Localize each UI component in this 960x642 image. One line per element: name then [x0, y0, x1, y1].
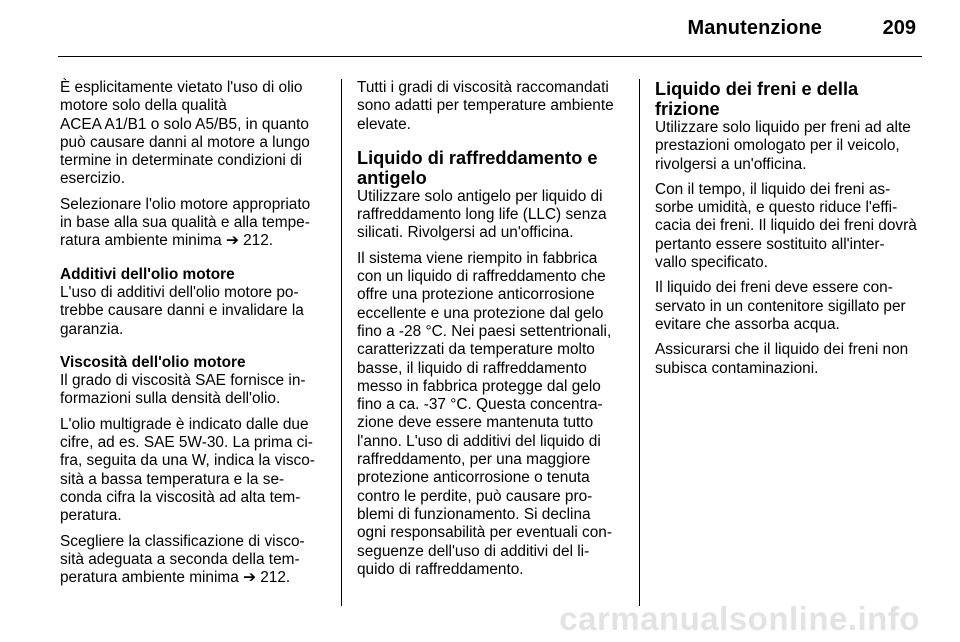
text-line: conda cifra la viscosità ad alta tem- [60, 488, 301, 506]
text-line: Assicurarsi che il liquido dei freni non [655, 341, 909, 359]
text-line: vallo specificato. [655, 254, 768, 272]
brake-fluid-paragraph-3 [655, 279, 923, 334]
text-line: esercizio. [60, 170, 126, 188]
text-line: formazioni sulla densità dell'olio. [60, 390, 281, 408]
text-line: antigelo [357, 167, 427, 188]
text-line: sità adeguata a seconda della tem- [60, 550, 300, 568]
text-line: raffreddamento long life (LLC) senza [357, 206, 607, 224]
text-line: È esplicitamente vietato l'uso di olio [60, 79, 303, 96]
text-line: può causare danni al motore a lungo [60, 133, 310, 151]
text-line: quido di raffreddamento. [357, 560, 524, 578]
text-line: evitare che assorba acqua. [655, 315, 840, 333]
viscosity-grades-paragraph [357, 79, 625, 134]
text-line: L'olio multigrade è indicato dalle due [60, 415, 309, 433]
column-divider-1 [341, 79, 342, 606]
brake-fluid-paragraph-4 [655, 341, 923, 378]
text-line: rivolgersi a un'officina. [655, 155, 807, 173]
text-line: ratura ambiente minima ➔ 212. [60, 232, 274, 250]
viscosita-heading: Viscosità dell'olio motore [60, 353, 246, 371]
column-3 [655, 79, 923, 385]
text-line: fino a ca. -37 °C. Questa concentra- [357, 396, 603, 414]
text-line: in base alla sua qualità e alla tempe- [60, 214, 310, 232]
text-line: garanzia. [60, 320, 124, 338]
text-line: termine in determinate condizioni di [60, 152, 303, 170]
header-divider [58, 56, 922, 57]
text-line: contro le perdite, può causare pro- [357, 487, 593, 505]
text-line: cifre, ad es. SAE 5W-30. La prima ci- [60, 434, 313, 452]
text-line: peratura ambiente minima ➔ 212. [60, 569, 291, 587]
viscosita-paragraph-2 [60, 416, 328, 526]
coolant-paragraph-1 [357, 188, 625, 243]
viscosita-paragraph-1 [60, 372, 328, 409]
coolant-section-heading [357, 148, 625, 188]
text-line: Il sistema viene riempito in fabbrica [357, 249, 598, 267]
column-1 [60, 79, 328, 594]
text-line: prestazioni omologato per il veicolo, [655, 137, 900, 155]
text-line: Utilizzare solo liquido per freni ad alte [655, 119, 911, 136]
text-line: zione deve essere mantenuta tutto [357, 414, 594, 432]
text-line: Liquido di raffreddamento e [357, 147, 598, 168]
text-line: fino a -28 °C. Nei paesi settentrionali, [357, 322, 612, 340]
text-line: peratura. [60, 507, 122, 525]
engine-oil-restriction-paragraph [60, 79, 328, 189]
text-line: Scegliere la classificazione di visco- [60, 532, 305, 550]
text-line: eccellente e una protezione dal gelo [357, 304, 604, 322]
text-line: pertanto essere sostituito all'inter- [655, 235, 885, 253]
brake-fluid-paragraph-1 [655, 119, 923, 174]
text-line: silicati. Rivolgersi ad un'officina. [357, 224, 574, 242]
brake-fluid-section-heading: Liquido dei freni e della frizione [655, 79, 859, 119]
text-line: Tutti i gradi di viscosità raccomandati [357, 79, 609, 96]
text-line: Utilizzare solo antigelo per liquido di [357, 187, 603, 205]
additivi-paragraph [60, 284, 328, 339]
text-line: l'anno. L'uso di additivi del liquido di [357, 432, 601, 450]
brake-fluid-paragraph-2 [655, 181, 923, 272]
text-line: caratterizzati da temperature molto [357, 341, 595, 359]
text-line: sorbe umidità, e questo riduce l'effi- [655, 199, 898, 217]
text-line: servato in un contenitore sigillato per [655, 297, 906, 315]
text-line: trebbe causare danni e invalidare la [60, 302, 304, 320]
text-line: ogni responsabilità per eventuali con- [357, 524, 612, 542]
text-line: L'uso di additivi dell'olio motore po- [60, 283, 299, 301]
text-line: sità a bassa temperatura e la se- [60, 470, 285, 488]
text-line: seguenze dell'uso di additivi del li- [357, 542, 590, 560]
text-line: protezione anticorrosione o tenuta [357, 469, 590, 487]
text-line: subisca contaminazioni. [655, 359, 819, 377]
text-line: basse, il liquido di raffreddamento [357, 359, 587, 377]
engine-oil-selection-paragraph [60, 196, 328, 251]
text-line: Il grado di viscosità SAE fornisce in- [60, 372, 306, 390]
text-line: sono adatti per temperature ambiente [357, 97, 614, 115]
text-line: cacia dei freni. Il liquido dei freni dovrà [655, 217, 917, 235]
text-line: Il liquido dei freni deve essere con- [655, 279, 893, 297]
watermark-text: carmanualsonline.info [559, 600, 920, 637]
text-line: ACEA A1/B1 o solo A5/B5, in quanto [60, 115, 309, 133]
text-line: fra, seguita da una W, indica la visco- [60, 452, 315, 470]
text-line: blemi di funzionamento. Si declina [357, 505, 591, 523]
text-line: con un liquido di raffreddamento che [357, 268, 606, 286]
text-line: Selezionare l'olio motore appropriato [60, 195, 311, 213]
page-number: 209 [882, 17, 916, 39]
text-line: offre una protezione anticorrosione [357, 286, 595, 304]
text-line: Con il tempo, il liquido dei freni as- [655, 180, 891, 198]
text-line: motore solo della qualità [60, 97, 227, 115]
column-2 [357, 79, 625, 586]
coolant-paragraph-2 [357, 250, 625, 579]
text-line: messo in fabbrica protegge dal gelo [357, 377, 601, 395]
page-header-title: Manutenzione [687, 17, 822, 39]
text-line: raffreddamento, per una maggiore [357, 451, 591, 469]
viscosita-paragraph-3 [60, 533, 328, 588]
text-line: elevate. [357, 115, 411, 133]
additivi-heading: Additivi dell'olio motore [60, 265, 235, 283]
column-divider-2 [639, 79, 640, 606]
